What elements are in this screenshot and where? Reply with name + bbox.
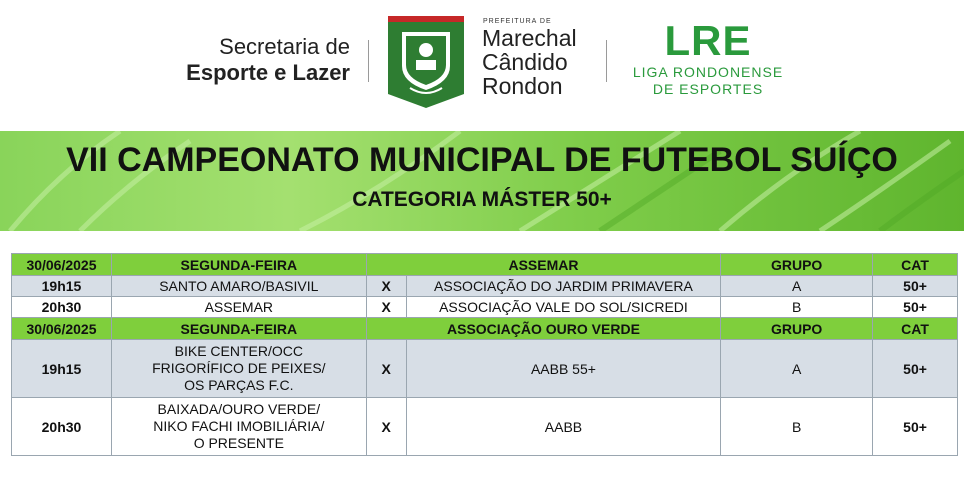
block-header [12,254,958,276]
city-name [482,26,577,98]
home-team-line: BAIXADA/OURO VERDE/ [157,401,321,417]
group-cell: B [721,398,873,456]
time-cell: 20h30 [12,297,112,318]
lre-sub2: DE ESPORTES [652,81,764,97]
venue-cell: ASSOCIAÇÃO OURO VERDE [366,318,721,340]
away-team-cell: ASSOCIAÇÃO DO JARDIM PRIMAVERA [406,276,721,297]
schedule-table [11,253,958,456]
day-cell: SEGUNDA-FEIRA [111,318,366,340]
day-cell: SEGUNDA-FEIRA [111,254,366,276]
category-subtitle: CATEGORIA MÁSTER 50+ [352,188,612,211]
home-team-line: NIKO FACHI IMOBILIÁRIA/ [153,418,325,434]
time-cell: 19h15 [12,340,112,398]
group-cell: B [721,297,873,318]
time-cell: 19h15 [12,276,112,297]
city-line1: Marechal [482,25,577,51]
table-row [12,297,958,318]
lre-sub1: LIGA RONDONENSE [632,64,784,80]
title-banner [0,131,964,231]
time-cell: 20h30 [12,398,112,456]
group-header: GRUPO [721,254,873,276]
lre-logo [628,18,788,98]
logo-divider [368,40,369,82]
group-header: GRUPO [721,318,873,340]
home-team-line: FRIGORÍFICO DE PEIXES/ [152,360,326,376]
home-team-line: O PRESENTE [193,435,284,451]
versus-cell: X [366,297,406,318]
logo-divider [606,40,607,82]
secretaria-logo [150,34,350,86]
prefeitura-label: PREFEITURA DE [483,18,552,25]
secretaria-line2: Esporte e Lazer [186,60,350,85]
home-team-line: BIKE CENTER/OCC [174,343,303,359]
category-cell: 50+ [873,398,958,456]
secretaria-line1: Secretaria de [219,34,350,59]
municipal-crest-icon [388,16,464,108]
city-line2: Cândido [482,49,568,75]
home-team-cell [111,340,366,398]
table-row [12,340,958,398]
table-row [12,398,958,456]
date-cell: 30/06/2025 [12,254,112,276]
cat-header: CAT [873,318,958,340]
home-team-cell: SANTO AMARO/BASIVIL [111,276,366,297]
city-line3: Rondon [482,73,563,99]
championship-title: VII CAMPEONATO MUNICIPAL DE FUTEBOL SUÍÇO [66,141,898,179]
category-cell: 50+ [873,297,958,318]
table-row [12,276,958,297]
away-team-cell: AABB [406,398,721,456]
category-cell: 50+ [873,276,958,297]
category-cell: 50+ [873,340,958,398]
home-team-cell [111,398,366,456]
versus-cell: X [366,340,406,398]
group-cell: A [721,340,873,398]
lre-title: LRE [664,17,752,64]
versus-cell: X [366,276,406,297]
home-team-cell: ASSEMAR [111,297,366,318]
home-team-line: OS PARÇAS F.C. [184,377,294,393]
away-team-cell: ASSOCIAÇÃO VALE DO SOL/SICREDI [406,297,721,318]
cat-header: CAT [873,254,958,276]
block-header [12,318,958,340]
date-cell: 30/06/2025 [12,318,112,340]
venue-cell: ASSEMAR [366,254,721,276]
group-cell: A [721,276,873,297]
versus-cell: X [366,398,406,456]
away-team-cell: AABB 55+ [406,340,721,398]
header-logos [0,0,964,124]
